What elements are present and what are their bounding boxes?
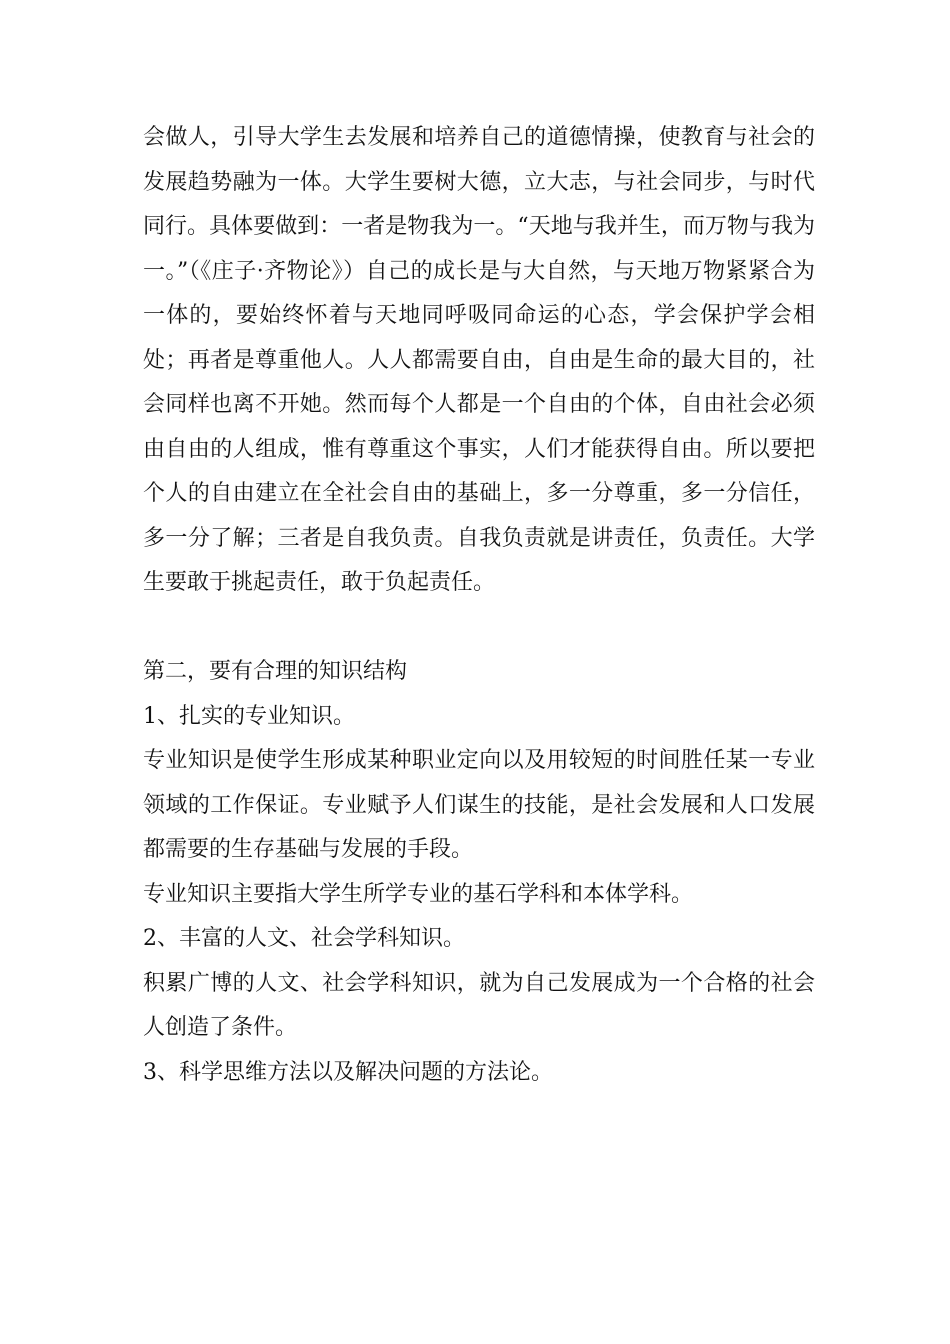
paragraph-spacer: [143, 606, 815, 651]
section-heading: 第二，要有合理的知识结构: [143, 659, 408, 684]
item-3-title: 3、科学思维方法以及解决问题的方法论。: [143, 1059, 553, 1085]
item-2-title: 2、丰富的人文、社会学科知识。: [143, 926, 465, 951]
item-1-body-note: 专业知识主要指大学生所学专业的基石学科和本体学科。: [143, 881, 694, 907]
item-1-title: 1、扎实的专业知识。: [143, 703, 355, 729]
item-1-body: 专业知识是使学生形成某种职业定向以及用较短的时间胜任某一专业领域的工作保证。专业赋予人们谋生的技能，是社会发展和人口发展都需要的生存基础与发展的手段。: [143, 748, 815, 862]
paragraph-moral-education: 会做人，引导大学生去发展和培养自己的道德情操，使教育与社会的发展趋势融为一体。大学生要树大德，立大志，与社会同步，与时代同行。具体要做到：一者是物我为一。“天地与我并生，而万物与我为一。”（《庄子·齐物论》）自己的成长是与大自然，与天地万物紧紧合为一体的，要始终怀着与天地同呼吸同命运的心态，学会保护学会相处；再者是尊重他人。人人都需要自由，自由是生命的最大目的，社会同样也离不开她。然而每个人都是一个自由的个体，自由社会必须由自由的人组成，惟有尊重这个事实，人们才能获得自由。所以要把个人的自由建立在全社会自由的基础上，多一分尊重，多一分信任，多一分了解；三者是自我负责。自我负责就是讲责任，负责任。大学生要敢于挑起责任，敢于负起责任。: [143, 125, 815, 595]
item-2-body: 积累广博的人文、社会学科知识，就为自己发展成为一个合格的社会人创造了条件。: [143, 970, 815, 1040]
document-body: [143, 116, 815, 1095]
